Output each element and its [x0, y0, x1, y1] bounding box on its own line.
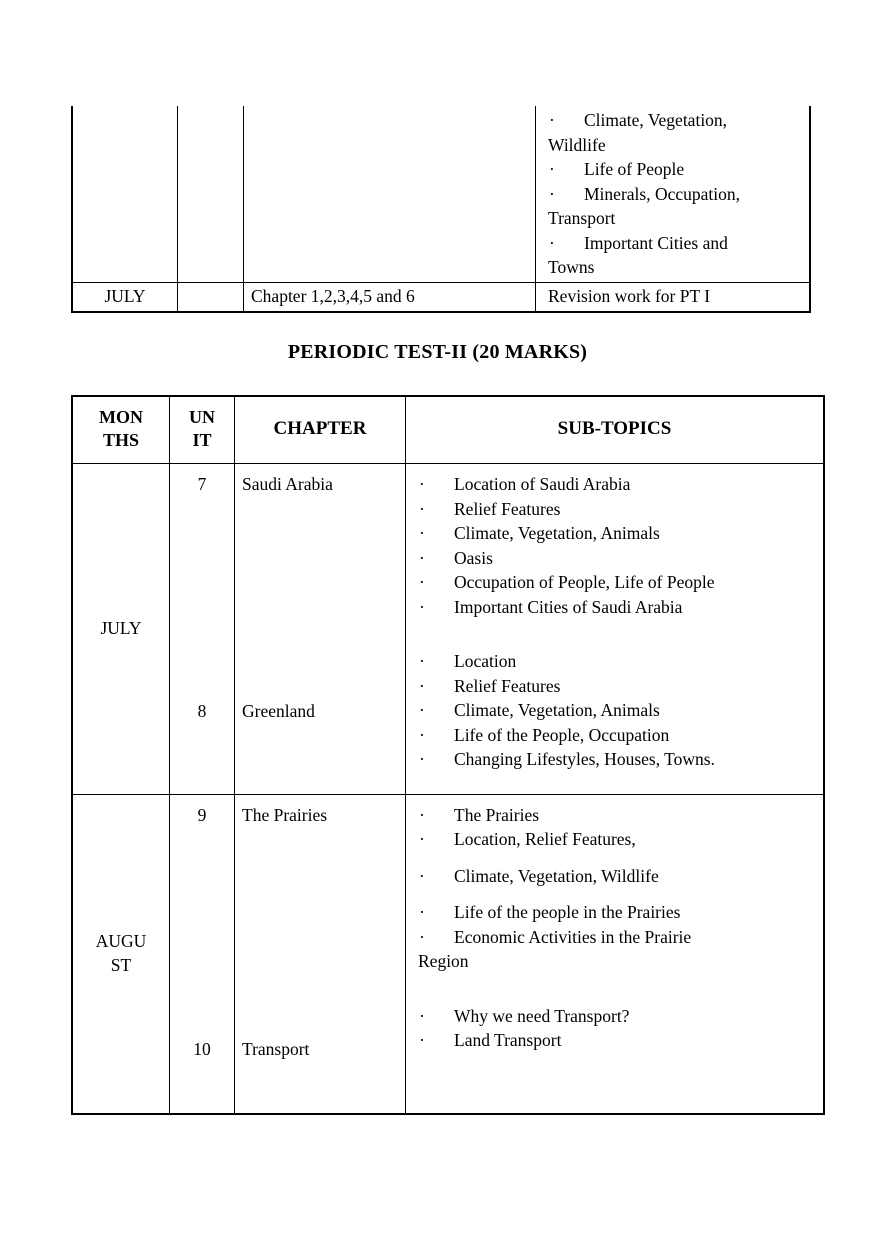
cell-month-july: [72, 464, 170, 795]
bullet-dot-icon: ·: [419, 749, 425, 769]
unit-number-10: 10: [193, 1039, 211, 1060]
chapter-the-prairies: The Prairies: [242, 804, 328, 825]
bullet-dot-icon: ·: [419, 724, 425, 745]
header-unit-line1: UN: [189, 407, 215, 428]
bullet-line: [536, 157, 809, 182]
bullet-text: Climate, Vegetation,: [584, 110, 728, 130]
bullet-dot-icon: ·: [549, 232, 555, 253]
bullet-text: Climate, Vegetation, Animals: [454, 700, 660, 720]
bullet-line: [406, 925, 823, 950]
bullet-line: [406, 1004, 823, 1029]
cell-month-august: [72, 794, 170, 1114]
cell-chapter-revision: Chapter 1,2,3,4,5 and 6: [244, 282, 536, 312]
column-header-months: [72, 396, 170, 464]
bullet-wrap-line: Region: [418, 951, 469, 971]
bullet-line: [406, 864, 823, 889]
month-line2: ST: [110, 954, 132, 975]
bullet-line: [406, 649, 823, 674]
cell-subtopics-july: [406, 464, 825, 795]
bullet-dot-icon: ·: [419, 926, 425, 947]
bullet-line: [406, 521, 823, 546]
bullet-wrap-line: Transport: [548, 208, 616, 228]
bullet-dot-icon: ·: [549, 183, 555, 204]
bullet-line: [406, 900, 823, 925]
bullet-line: [406, 472, 823, 497]
column-header-subtopics: SUB-TOPICS: [406, 396, 825, 464]
bullet-line: [406, 497, 823, 522]
line-spacer: [406, 852, 823, 864]
bullet-dot-icon: ·: [419, 651, 425, 671]
bullet-text: Why we need Transport?: [454, 1005, 630, 1026]
section-heading: PERIODIC TEST-II (20 MARKS): [287, 341, 588, 363]
cell-month-continued: [72, 106, 178, 282]
bullet-text: Climate, Vegetation, Wildlife: [454, 865, 659, 886]
cell-unit-august: [170, 794, 235, 1114]
table-row-august: [72, 794, 824, 1114]
bullet-line: [406, 803, 823, 828]
bullet-dot-icon: ·: [419, 700, 425, 720]
unit-number-7: 7: [197, 474, 207, 494]
bullet-wrap-line: Towns: [548, 257, 595, 277]
table-row: [72, 106, 810, 282]
bullet-line: [406, 698, 823, 723]
chapter-greenland: Greenland: [242, 700, 315, 721]
bullet-text: Life of the people in the Prairies: [454, 902, 681, 922]
chapter-transport: Transport: [242, 1039, 310, 1060]
unit-number-8: 8: [197, 700, 207, 721]
bullet-dot-icon: ·: [419, 829, 425, 849]
bullet-dot-icon: ·: [419, 596, 425, 617]
bullet-text: Climate, Vegetation, Animals: [454, 523, 660, 543]
bullet-dot-icon: ·: [419, 572, 425, 592]
continued-table: [71, 106, 811, 313]
bullet-dot-icon: ·: [549, 110, 555, 130]
bullet-line: [406, 546, 823, 571]
bullet-text: Changing Lifestyles, Houses, Towns.: [454, 749, 715, 769]
bullet-text: Location of Saudi Arabia: [454, 474, 631, 494]
bullet-wrap-line: Wildlife: [548, 134, 606, 155]
month-line1: AUGU: [95, 930, 147, 951]
bullet-line: [406, 1028, 823, 1053]
chapter-saudi-arabia: Saudi Arabia: [242, 474, 333, 494]
bullet-line: [406, 827, 823, 852]
bullet-text: Minerals, Occupation,: [584, 183, 740, 204]
cell-chapter-august: [235, 794, 406, 1114]
bullet-dot-icon: ·: [419, 902, 425, 922]
header-unit-line2: IT: [192, 430, 212, 450]
cell-subtopics-continued: [536, 106, 811, 282]
bullet-text: Location, Relief Features,: [454, 829, 636, 849]
block-spacer: [406, 619, 823, 649]
bullet-text: Economic Activities in the Prairie: [454, 926, 692, 947]
block-spacer: [406, 974, 823, 1004]
line-spacer: [406, 888, 823, 900]
bullet-text: Life of People: [584, 159, 685, 179]
bullet-text: Oasis: [454, 547, 493, 568]
bullet-dot-icon: ·: [419, 865, 425, 886]
bullet-dot-icon: ·: [419, 804, 425, 825]
bullet-text: Important Cities of Saudi Arabia: [454, 596, 683, 617]
table-header-row: [72, 396, 824, 464]
bullet-line: [536, 231, 809, 256]
bullet-text: Relief Features: [454, 498, 561, 519]
cell-subtopics-august: [406, 794, 825, 1114]
header-months-line1: MON: [99, 407, 143, 428]
bullet-dot-icon: ·: [419, 1005, 425, 1026]
bullet-line: [536, 182, 809, 207]
bullet-dot-icon: ·: [419, 547, 425, 568]
bullet-line: [406, 747, 823, 772]
bullet-text: Location: [454, 651, 517, 671]
bullet-line: [406, 595, 823, 620]
table-row-july: [72, 464, 824, 795]
bullet-dot-icon: ·: [549, 159, 555, 179]
column-header-unit: [170, 396, 235, 464]
cell-unit-july: [170, 464, 235, 795]
bullet-text: Life of the People, Occupation: [454, 724, 670, 745]
table-row-july-revision: [72, 282, 810, 312]
cell-chapter-continued: [244, 106, 536, 282]
bullet-dot-icon: ·: [419, 523, 425, 543]
bullet-line: [406, 723, 823, 748]
header-months-line2: THS: [102, 430, 140, 450]
cell-subtopic-revision: Revision work for PT I: [536, 282, 811, 312]
bullet-line: [406, 674, 823, 699]
bullet-line: [406, 570, 823, 595]
bullet-text: The Prairies: [454, 804, 540, 825]
cell-chapter-july: [235, 464, 406, 795]
bullet-dot-icon: ·: [419, 675, 425, 696]
bullet-text: Important Cities and: [584, 232, 728, 253]
bullet-text: Land Transport: [454, 1030, 562, 1050]
bullet-dot-icon: ·: [419, 474, 425, 494]
unit-number-9: 9: [197, 804, 207, 825]
periodic-test-2-table: [71, 395, 825, 1115]
cell-unit-empty: [178, 282, 244, 312]
bullet-dot-icon: ·: [419, 498, 425, 519]
column-header-chapter: CHAPTER: [235, 396, 406, 464]
bullet-line: [536, 108, 809, 133]
cell-unit-continued: [178, 106, 244, 282]
cell-month-july: JULY: [72, 282, 178, 312]
bullet-text: Relief Features: [454, 675, 561, 696]
month-line1: JULY: [100, 617, 142, 638]
bullet-dot-icon: ·: [419, 1030, 425, 1050]
bullet-text: Occupation of People, Life of People: [454, 572, 715, 592]
